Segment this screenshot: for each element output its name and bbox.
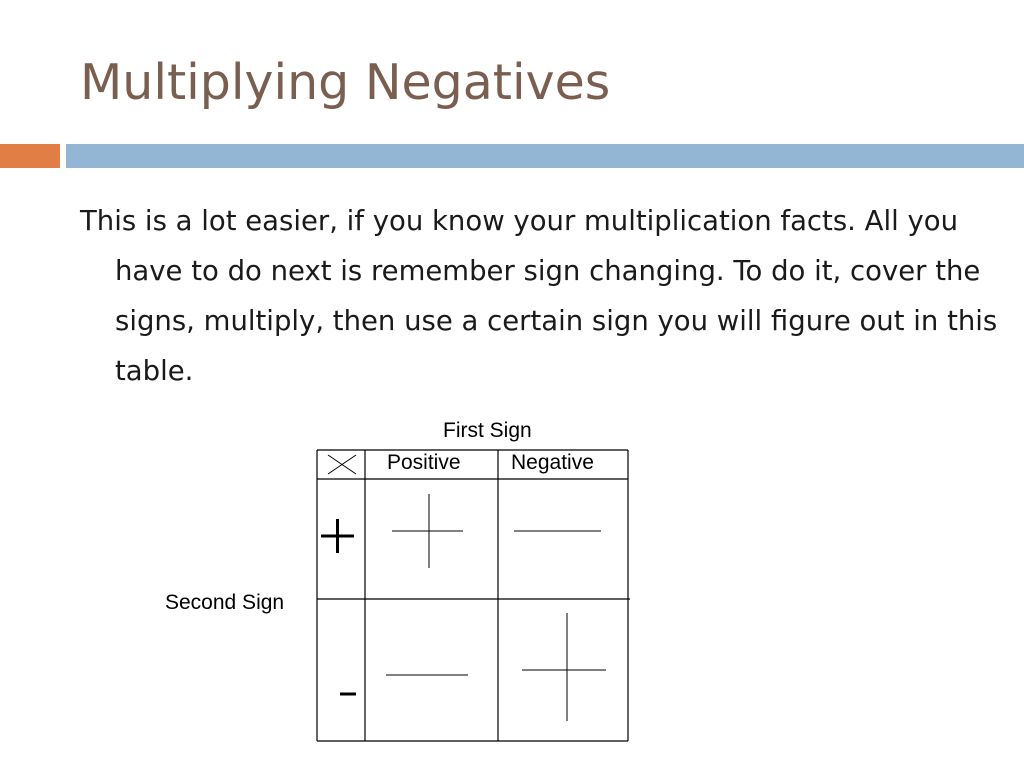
table-grid	[317, 450, 630, 741]
col-header-negative: Negative	[511, 451, 594, 474]
slide-title: Multiplying Negatives	[80, 54, 611, 111]
second-sign-label: Second Sign	[165, 591, 285, 614]
corner-cross-icon	[328, 455, 356, 474]
first-sign-label: First Sign	[443, 419, 532, 442]
cell-negative-minus-plus-icon	[522, 613, 606, 721]
row-header-plus-icon	[321, 519, 354, 553]
body-text: This is a lot easier, if you know your multiplication facts. All you have to do next is remember sign changing. To do it, cover the signs, multiply, then use a certain sign you will figure out in this table.	[80, 205, 998, 387]
cell-positive-plus-plus-icon	[392, 494, 463, 568]
col-header-positive: Positive	[387, 451, 461, 474]
